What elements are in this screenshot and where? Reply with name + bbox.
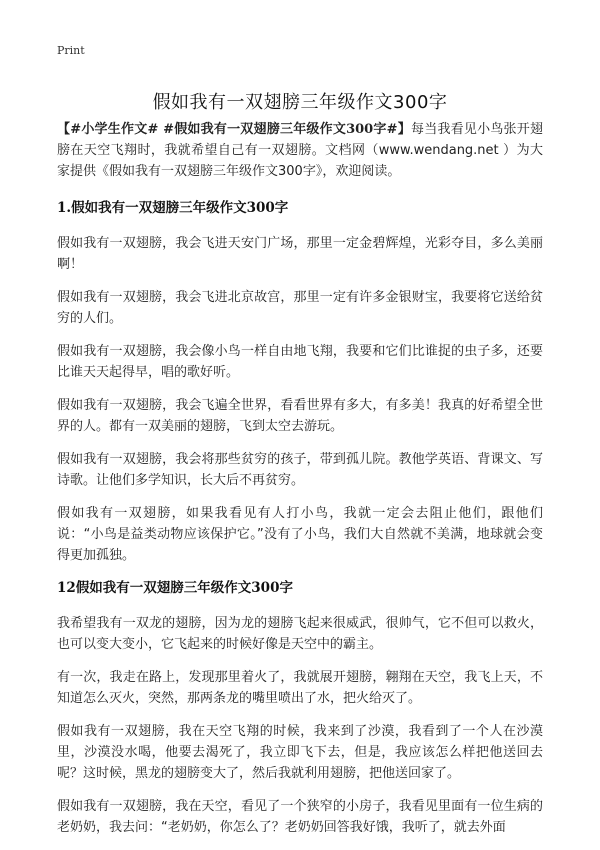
print-link[interactable]: Print — [57, 44, 85, 57]
intro-tag: 【#小学生作文# #假如我有一双翅膀三年级作文300字#】 — [57, 122, 411, 137]
paragraph: 假如我有一双翅膀，如果我看见有人打小鸟，我就一定会去阻止他们，跟他们说：“小鸟是益类动物应该保护它。”没有了小鸟，我们大自然就不美满，地球就会变得更加孤独。 — [57, 506, 543, 563]
paragraph: 假如我有一双翅膀，我会飞进天安门广场，那里一定金碧辉煌，光彩夺目，多么美丽啊！ — [57, 236, 543, 272]
paragraph: 假如我有一双翅膀，我会像小鸟一样自由地飞翔，我要和它们比谁捉的虫子多，还要比谁天天起得早，唱的歌好听。 — [57, 344, 543, 380]
page-title: 假如我有一双翅膀三年级作文300字 — [152, 92, 448, 114]
paragraph: 假如我有一双翅膀，我在天空，看见了一个狭窄的小房子，我看见里面有一位生病的老奶奶，我去问：“老奶奶，你怎么了？老奶奶回答我好饿，我听了，就去外面 — [57, 799, 543, 835]
paragraph: 假如我有一双翅膀，我会将那些贫穷的孩子，带到孤儿院。教他学英语、背课文、写诗歌。让他们多学知识，长大后不再贫穷。 — [57, 452, 543, 488]
article-body — [57, 119, 543, 850]
paragraph: 假如我有一双翅膀，我会飞遍全世界，看看世界有多大，有多美！我真的好希望全世界的人。都有一双美丽的翅膀，飞到太空去游玩。 — [57, 398, 543, 434]
intro-paragraph — [57, 119, 543, 182]
paragraph: 假如我有一双翅膀，我会飞进北京故宫，那里一定有许多金银财宝，我要将它送给贫穷的人们。 — [57, 290, 543, 326]
section-heading: 12假如我有一双翅膀三年级作文300字 — [57, 580, 293, 596]
paragraph: 有一次，我走在路上，发现那里着火了，我就展开翅膀，翱翔在天空，我飞上天，不知道怎么灭火，突然，那两条龙的嘴里喷出了水，把火给灭了。 — [57, 670, 543, 706]
paragraph: 我希望我有一双龙的翅膀，因为龙的翅膀飞起来很威武，很帅气，它不但可以救火，也可以变大变小，它飞起来的时候好像是天空中的霸主。 — [57, 616, 543, 652]
intro-text: 每当我看见小鸟张开翅膀在天空飞翔时，我就希望自己有一双翅膀。文档网（www.wendang.net ）为大家提供《假如我有一双翅膀三年级作文300字》，欢迎阅读。 — [57, 122, 543, 179]
section-heading: 1.假如我有一双翅膀三年级作文300字 — [57, 200, 289, 216]
paragraph: 假如我有一双翅膀，我在天空飞翔的时候，我来到了沙漠，我看到了一个人在沙漠里，沙漠没水喝，他要去渴死了，我立即飞下去，但是，我应该怎么样把他送回去呢？这时候，黑龙的翅膀变大了，然后我就利用翅膀，把他送回家了。 — [57, 724, 543, 781]
